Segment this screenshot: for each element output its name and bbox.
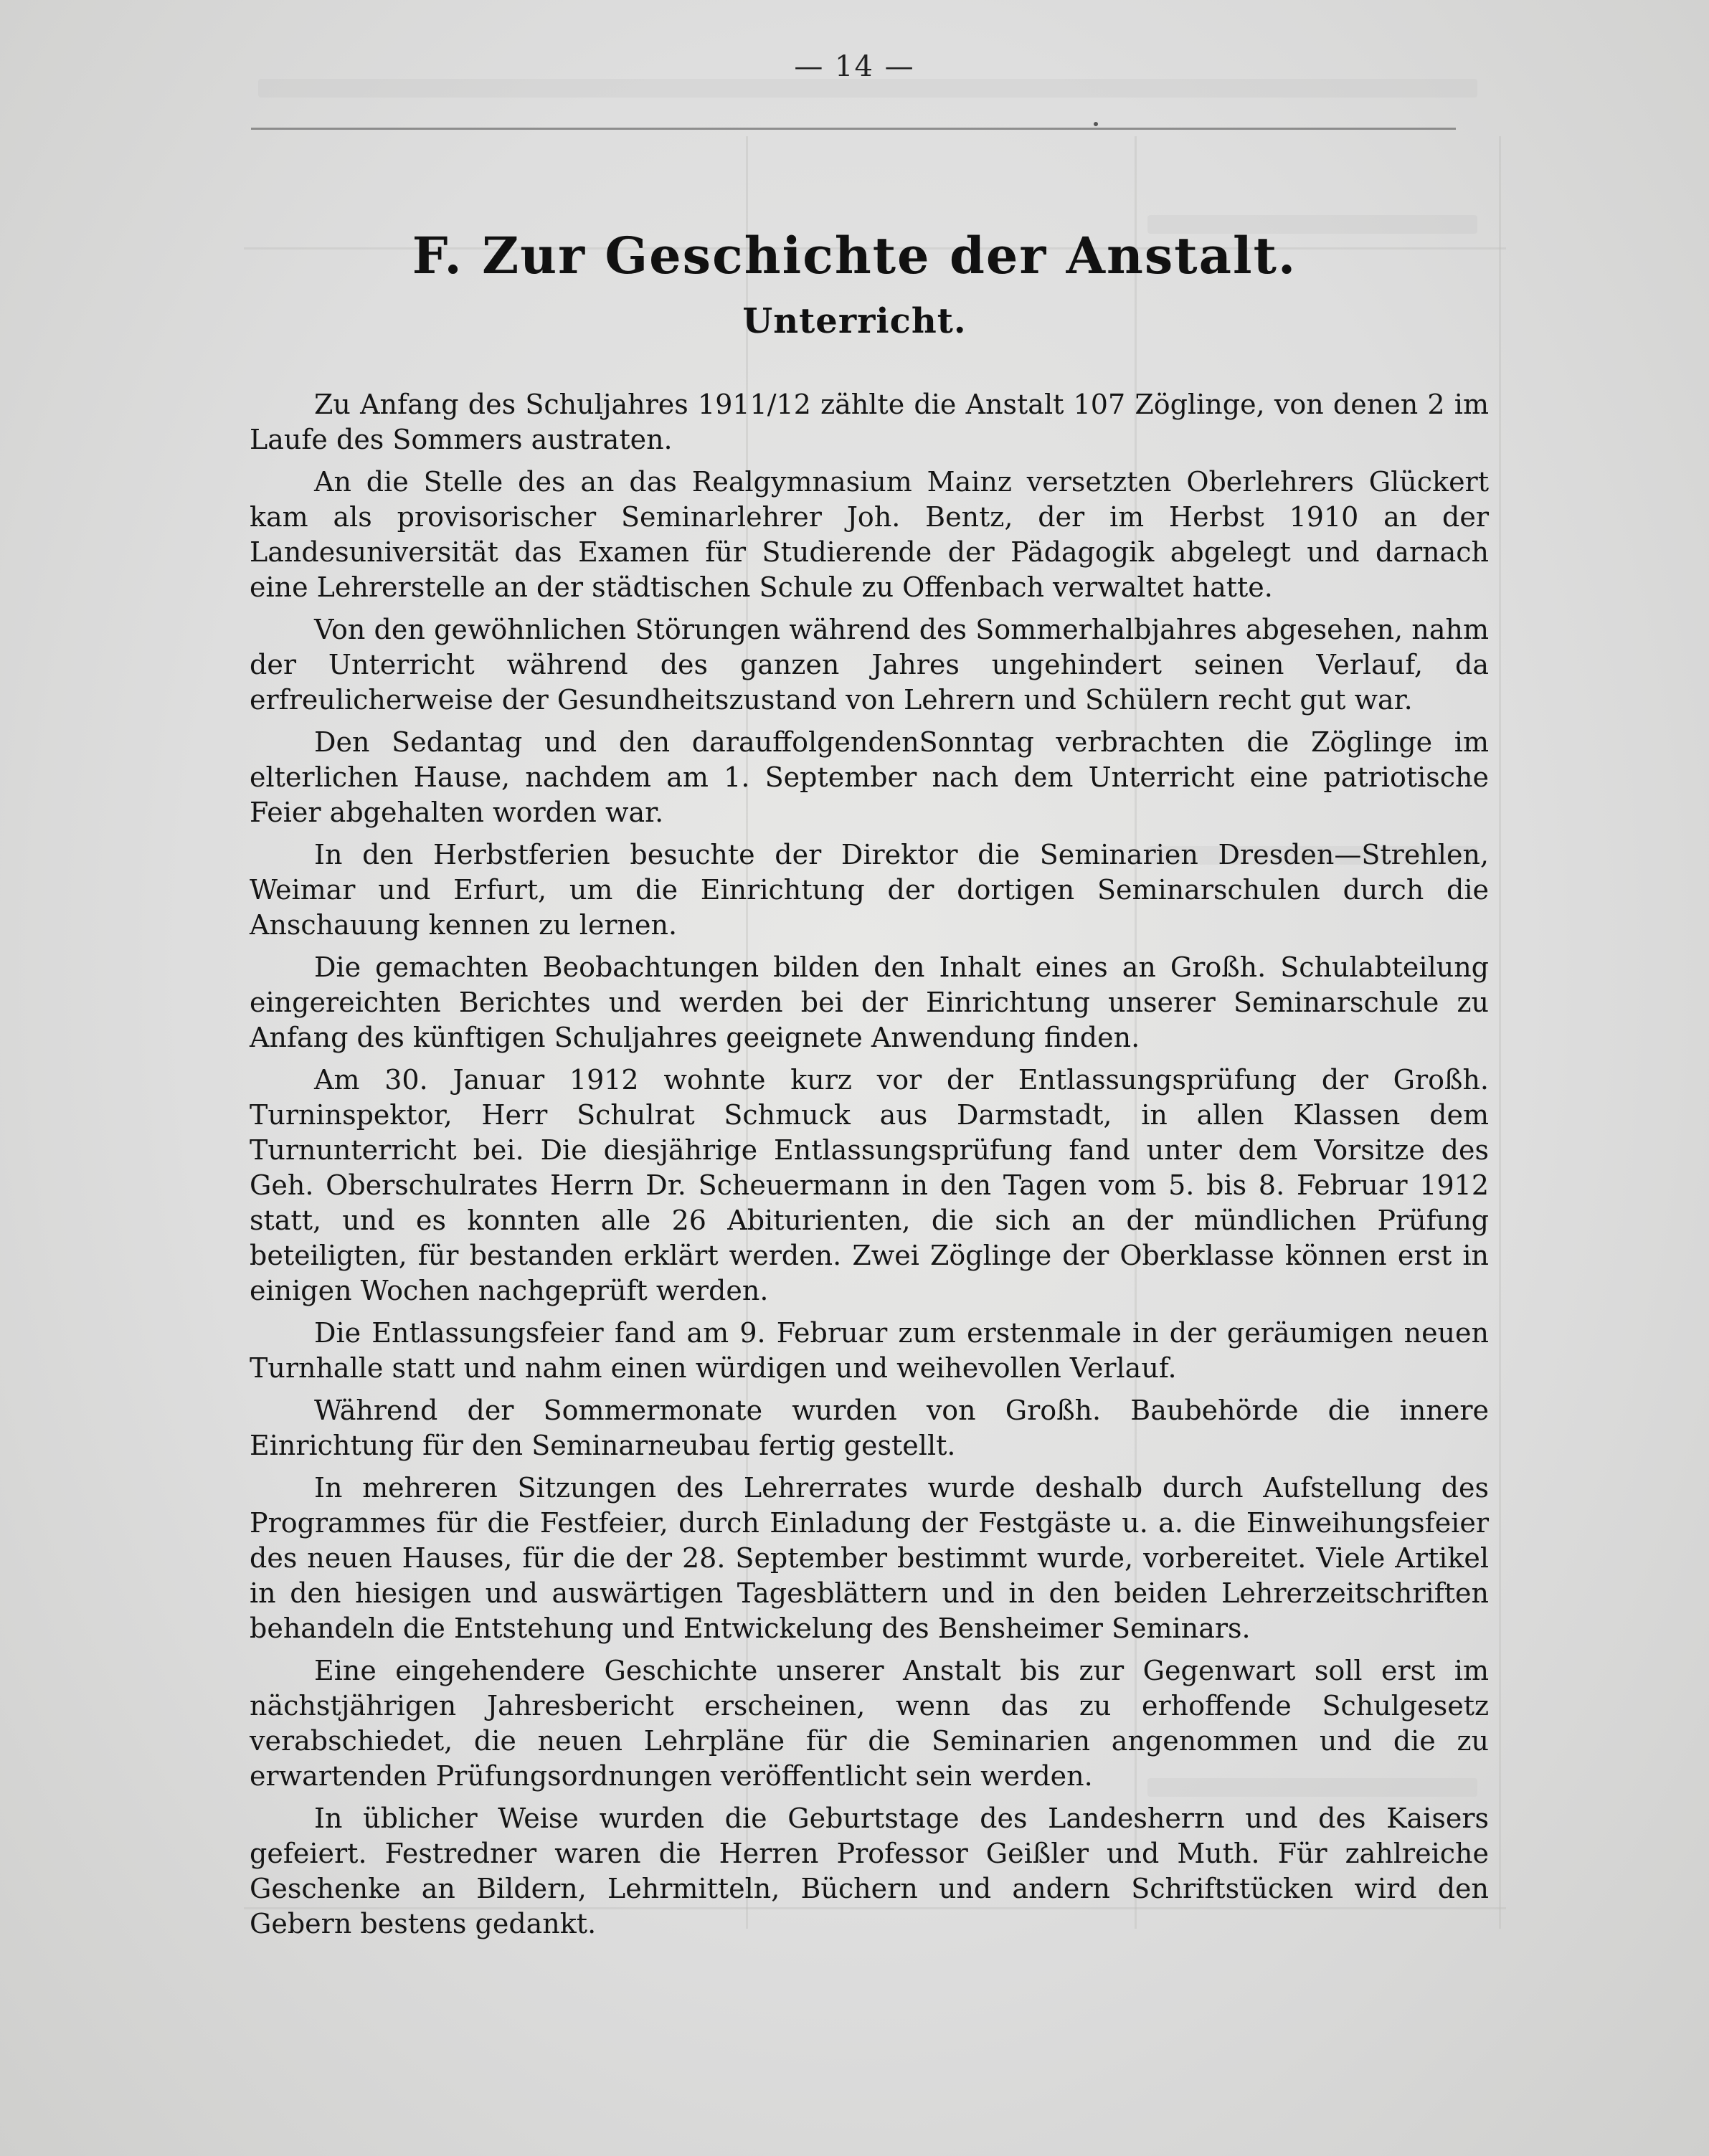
body-text (250, 387, 1489, 1949)
paragraph: In mehreren Sitzungen des Lehrerrates wurde deshalb durch Aufstellung des Programmes für die Festfeier, durch Einladung der Festgäste u. a. die Einweihungsfeier des neuen Hauses, für die der 28. September bestimmt wurde, vorbereitet. Viele Artikel in den hiesigen und auswärtigen Tagesblättern und in den beiden Lehrerzeitschriften behandeln die Entstehung und Entwickelung des Bensheimer Seminars. (250, 1472, 1489, 1644)
section-title: F. Zur Geschichte der Anstalt. (412, 226, 1297, 285)
paragraph: In den Herbstferien besuchte der Direktor die Seminarien Dresden—Strehlen, Weimar und Erfurt, um die Einrichtung der dortigen Seminarschulen durch die Anschauung kennen zu lernen. (250, 839, 1489, 941)
paragraph: Den Sedantag und den darauffolgendenSonntag verbrachten die Zöglinge im elterlichen Hause, nachdem am 1. September nach dem Unterricht eine patriotische Feier abgehalten worden war. (250, 726, 1489, 828)
paragraph: Am 30. Januar 1912 wohnte kurz vor der Entlassungsprüfung der Großh. Turninspektor, Herr Schulrat Schmuck aus Darmstadt, in allen Klassen dem Turnunterricht bei. Die diesjährige Entlassungsprüfung fand unter dem Vorsitze des Geh. Oberschulrates Herrn Dr. Scheuermann in den Tagen vom 5. bis 8. Februar 1912 statt, und es konnten alle 26 Abiturienten, die sich an der mündlichen Prüfung beteiligten, für bestanden erklärt werden. Zwei Zöglinge der Oberklasse können erst in einigen Wochen nachgeprüft werden. (250, 1064, 1489, 1306)
paragraph: In üblicher Weise wurden die Geburtstage des Landesherrn und des Kaisers gefeiert. Festredner waren die Herren Professor Geißler und Muth. Für zahlreiche Geschenke an Bildern, Lehrmitteln, Büchern und andern Schriftstücken wird den Gebern bestens gedankt. (250, 1803, 1489, 1939)
paragraph: Während der Sommermonate wurden von Großh. Baubehörde die innere Einrichtung für den Seminarneubau fertig gestellt. (250, 1395, 1489, 1461)
header-rule (251, 128, 1456, 130)
paragraph: Die gemachten Beobachtungen bilden den Inhalt eines an Großh. Schulabteilung eingereichten Berichtes und werden bei der Einrichtung unserer Seminarschule zu Anfang des künftigen Schuljahres geeignete Anwendung finden. (250, 951, 1489, 1053)
paragraph: Die Entlassungsfeier fand am 9. Februar zum erstenmale in der geräumigen neuen Turnhalle statt und nahm einen würdigen und weihevollen Verlauf. (250, 1317, 1489, 1384)
paragraph: An die Stelle des an das Realgymnasium Mainz versetzten Oberlehrers Glückert kam als provisorischer Seminarlehrer Joh. Bentz, der im Herbst 1910 an der Landesuniversität das Examen für Studierende der Pädagogik abgelegt und darnach eine Lehrerstelle an der städtischen Schule zu Offenbach verwaltet hatte. (250, 466, 1489, 603)
paragraph: Zu Anfang des Schuljahres 1911/12 zählte die Anstalt 107 Zöglinge, von denen 2 im Laufe des Sommers austraten. (250, 389, 1489, 455)
paragraph: Von den gewöhnlichen Störungen während des Sommerhalbjahres abgesehen, nahm der Unterricht während des ganzen Jahres ungehindert seinen Verlauf, da erfreulicherweise der Gesundheitszustand von Lehrern und Schülern recht gut war. (250, 614, 1489, 716)
ink-speck (1094, 122, 1098, 126)
page-number: — 14 — (794, 50, 915, 83)
show-through-line (1499, 136, 1501, 1929)
section-subtitle: Unterricht. (742, 301, 967, 341)
paragraph: Eine eingehendere Geschichte unserer Anstalt bis zur Gegenwart soll erst im nächstjährigen Jahresbericht erscheinen, wenn das zu erhoffende Schulgesetz verabschiedet, die neuen Lehrpläne für die Seminarien angenommen und die zu erwartenden Prüfungsordnungen veröffentlicht sein werden. (250, 1655, 1489, 1792)
